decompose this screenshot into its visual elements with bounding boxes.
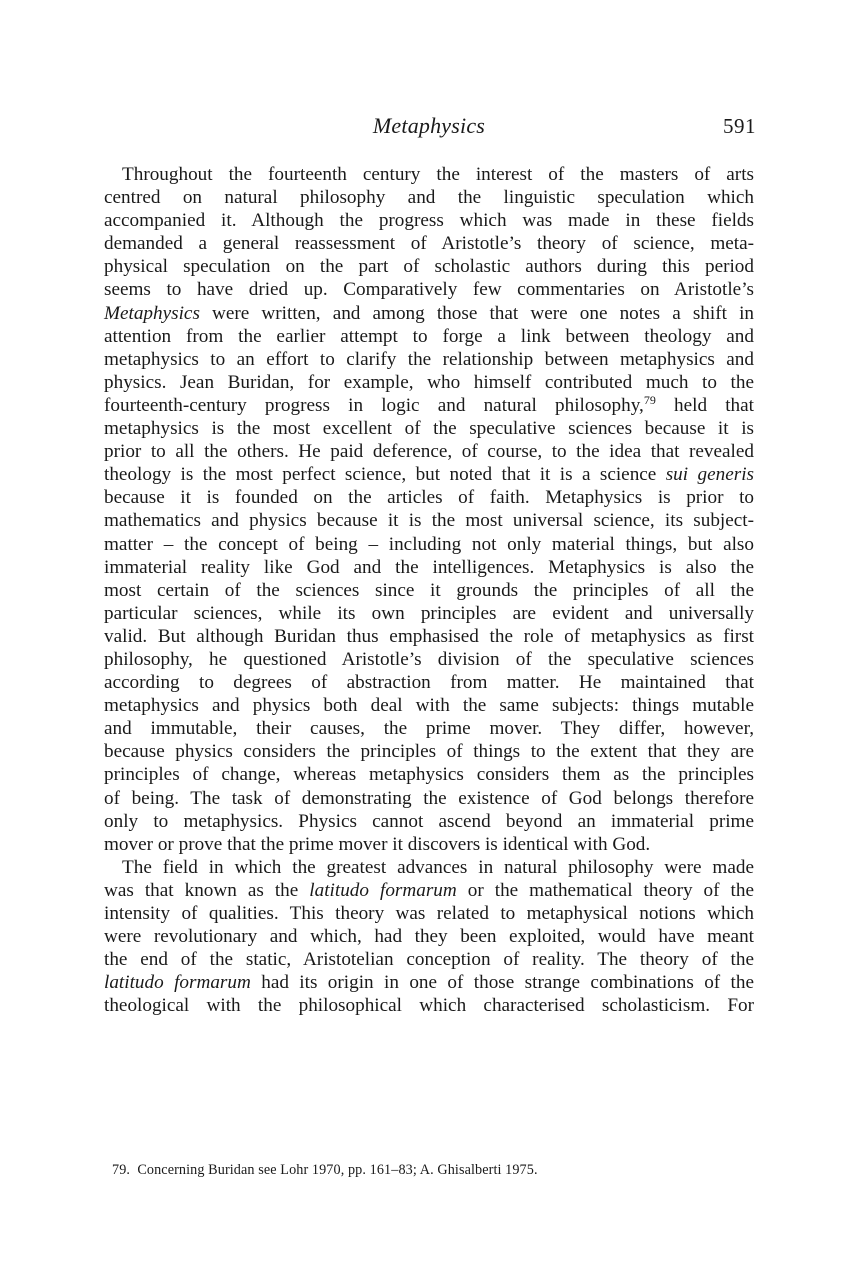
text-line: latitudo formarum had its origin in one of those strange combinations of the [104, 972, 754, 994]
footnote-number: 79. [112, 1162, 131, 1178]
text-line: valid. But although Buridan thus emphasised the role of metaphysics as first [104, 625, 754, 647]
text-line: prior to all the others. He paid deference, of course, to the idea that revealed [104, 441, 754, 463]
text-line: was that known as the latitudo formarum or the mathematical theory of the [104, 879, 754, 901]
text-line: Throughout the fourteenth century the interest of the masters of arts [122, 164, 754, 185]
text-line: seems to have dried up. Comparatively few commentaries on Aristotle’s [104, 279, 754, 301]
text-line: physics. Jean Buridan, for example, who himself contributed much to the [104, 371, 754, 393]
text-line: philosophy, he questioned Aristotle’s division of the speculative sciences [104, 648, 754, 670]
footnote-reference[interactable]: 79 [643, 392, 656, 407]
text-line: centred on natural philosophy and the linguistic speculation which [104, 187, 754, 209]
text-line: and immutable, their causes, the prime mover. They differ, however, [104, 718, 754, 740]
text-line: The field in which the greatest advances in natural philosophy were made [122, 856, 754, 878]
footnote-text: Concerning Buridan see Lohr 1970, pp. 161–83; A. Ghisalberti 1975. [137, 1162, 538, 1178]
paragraph-1 [104, 163, 754, 856]
text-line: mover or prove that the prime mover it discovers is identical with God. [104, 833, 651, 855]
text-line: demanded a general reassessment of Aristotle’s theory of science, meta- [104, 233, 754, 255]
italic-phrase: sui generis [665, 464, 754, 486]
text-line: metaphysics to an effort to clarify the relationship between metaphysics and [104, 348, 754, 370]
text-line: most certain of the sciences since it grounds the principles of all the [104, 579, 754, 601]
text-line: matter – the concept of being – including not only material things, but also [104, 533, 754, 555]
text-line: intensity of qualities. This theory was related to metaphysical notions which [104, 903, 754, 924]
paragraph-2 [104, 856, 754, 1018]
text-line: because it is founded on the articles of faith. Metaphysics is prior to [104, 487, 754, 509]
text-line: metaphysics is the most excellent of the speculative sciences because it is [104, 418, 754, 440]
text-line: were revolutionary and which, had they been exploited, would have meant [104, 926, 754, 948]
text-line: according to degrees of abstraction from matter. He maintained that [104, 672, 754, 694]
italic-title: Metaphysics [104, 302, 200, 324]
text-line: theology is the most perfect science, but noted that it is a science sui generis [104, 464, 754, 486]
text-line: of being. The task of demonstrating the existence of God belongs therefore [104, 787, 754, 809]
text-line: because physics considers the principles of things to the extent that they are [104, 741, 754, 763]
text-line: theological with the philosophical which characterised scholasticism. For [104, 995, 754, 1017]
italic-phrase: latitudo formarum [309, 879, 457, 901]
text-line: principles of change, whereas metaphysics considers them as the principles [104, 764, 754, 786]
text-line: only to metaphysics. Physics cannot ascend beyond an immaterial prime [104, 810, 754, 832]
italic-phrase: latitudo formarum [104, 972, 251, 994]
text-line: physical speculation on the part of scholastic authors during this period [104, 256, 754, 278]
text-line: accompanied it. Although the progress which was made in these fields [104, 210, 754, 232]
running-head [104, 111, 754, 141]
page-number: 591 [723, 114, 756, 138]
body-text [104, 163, 754, 1017]
text-line: Metaphysics were written, and among those that were one notes a shift in [104, 302, 754, 324]
text-line: attention from the earlier attempt to forge a link between theology and [104, 325, 754, 347]
text-line: mathematics and physics because it is the most universal science, its subject- [104, 510, 754, 532]
text-line: metaphysics and physics both deal with the same subjects: things mutable [104, 695, 754, 717]
text-line: the end of the static, Aristotelian conception of reality. The theory of the [104, 949, 754, 971]
running-title: Metaphysics [372, 113, 486, 138]
text-line: immaterial reality like God and the intelligences. Metaphysics is also the [104, 556, 754, 578]
text-line: fourteenth-century progress in logic and natural philosophy,$^{79}$ held that [104, 392, 754, 416]
text-line: particular sciences, while its own principles are evident and universally [104, 602, 754, 624]
footnote [112, 1161, 538, 1179]
